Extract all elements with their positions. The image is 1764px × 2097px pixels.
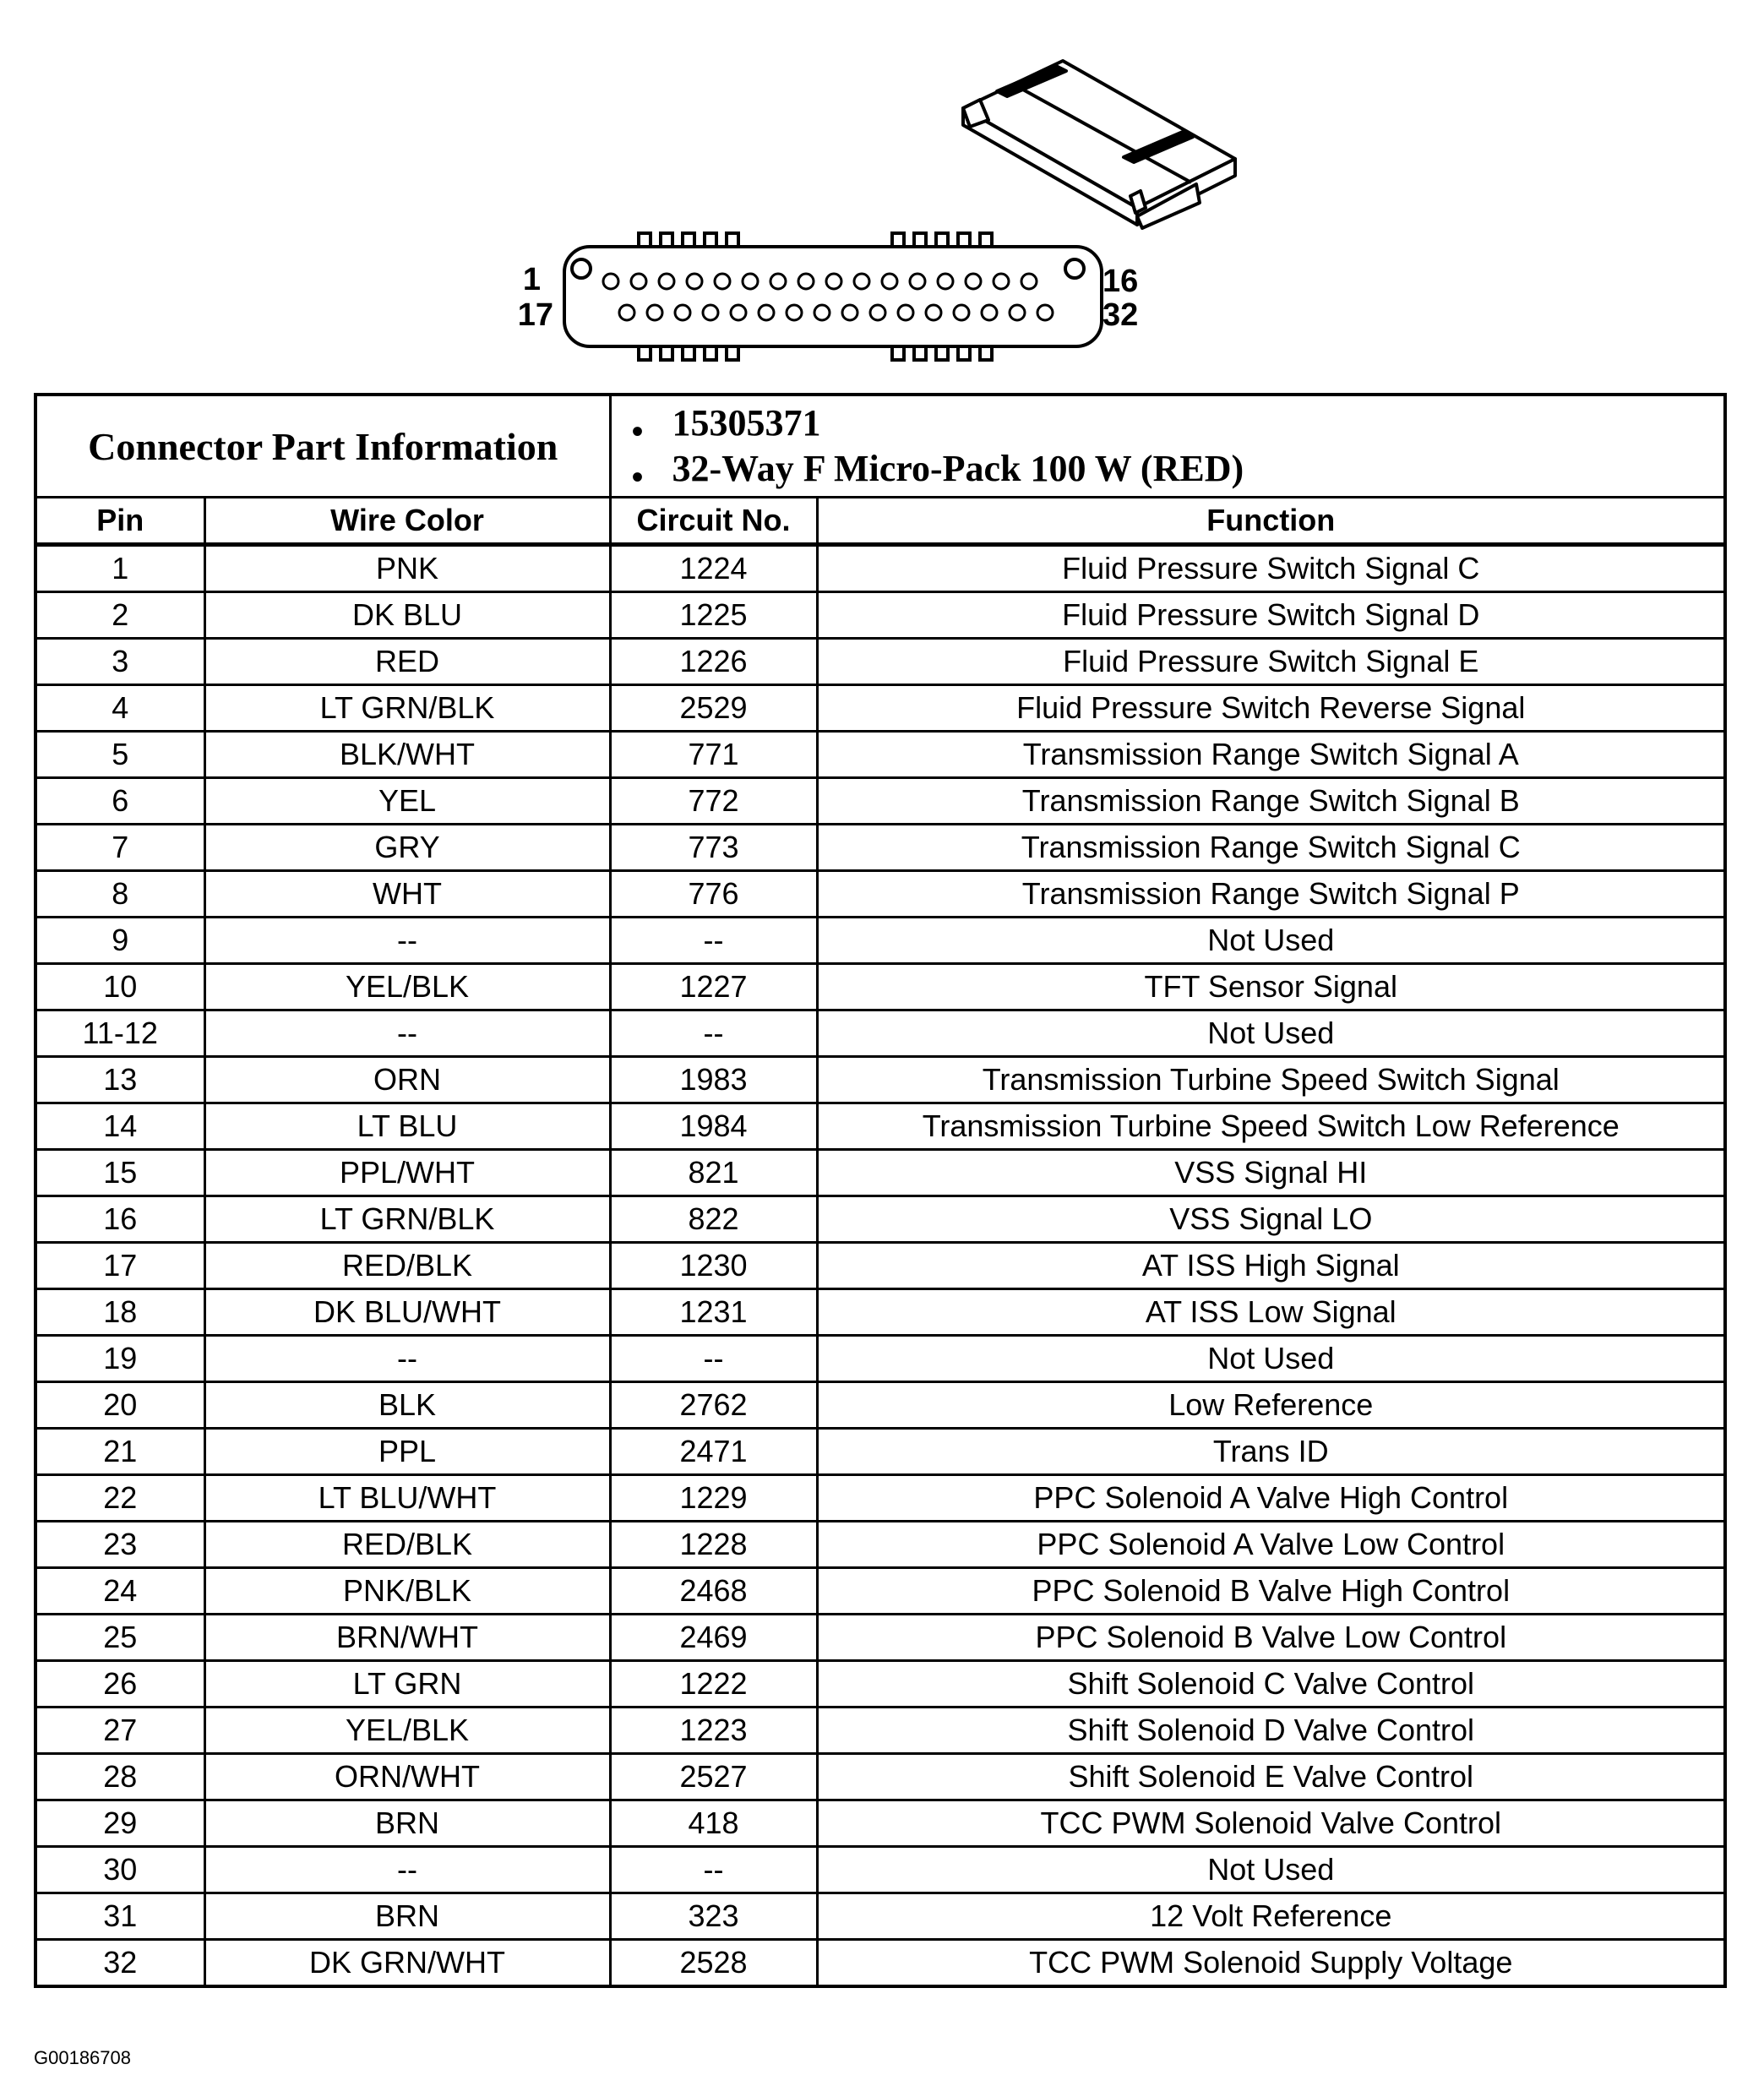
wire-color-cell: ORN	[204, 1057, 610, 1103]
function-cell: Fluid Pressure Switch Signal E	[817, 639, 1725, 685]
column-header-function: Function	[817, 498, 1725, 545]
latch-tab	[683, 233, 694, 247]
circuit-cell: 771	[610, 732, 817, 778]
pin-cell: 11-12	[35, 1010, 204, 1057]
wire-color-cell: PNK/BLK	[204, 1568, 610, 1615]
table-row	[35, 592, 1725, 639]
latch-tab	[936, 233, 948, 247]
wire-color-cell: --	[204, 1010, 610, 1057]
function-cell: AT ISS High Signal	[817, 1243, 1725, 1289]
pin-cell: 5	[35, 732, 204, 778]
latch-tabs-bottom	[639, 346, 992, 360]
latch-tab	[683, 346, 694, 360]
wire-color-cell: YEL	[204, 778, 610, 825]
wire-color-cell: LT BLU	[204, 1103, 610, 1150]
wire-color-cell: DK BLU	[204, 592, 610, 639]
wire-color-cell: GRY	[204, 825, 610, 871]
circuit-cell: 1984	[610, 1103, 817, 1150]
function-cell: Trans ID	[817, 1429, 1725, 1475]
function-cell: Fluid Pressure Switch Signal D	[817, 592, 1725, 639]
wire-color-cell: LT GRN/BLK	[204, 685, 610, 732]
function-cell: Fluid Pressure Switch Signal C	[817, 545, 1725, 592]
circuit-cell: 1223	[610, 1708, 817, 1754]
function-cell: Shift Solenoid D Valve Control	[817, 1708, 1725, 1754]
connector-diagram	[0, 0, 1764, 389]
latch-tab	[639, 346, 651, 360]
function-cell: VSS Signal LO	[817, 1196, 1725, 1243]
wire-color-cell: DK GRN/WHT	[204, 1940, 610, 1987]
wire-color-cell: PNK	[204, 545, 610, 592]
wire-color-cell: LT GRN	[204, 1661, 610, 1708]
pin-cell: 9	[35, 918, 204, 964]
pin-cell: 23	[35, 1522, 204, 1568]
latch-tab	[980, 233, 992, 247]
latch-tab	[727, 346, 738, 360]
function-cell: PPC Solenoid B Valve Low Control	[817, 1615, 1725, 1661]
latch-tab	[727, 233, 738, 247]
pin-cell: 32	[35, 1940, 204, 1987]
pin-cell: 16	[35, 1196, 204, 1243]
table-row	[35, 1754, 1725, 1800]
table-row	[35, 1568, 1725, 1615]
function-cell: Transmission Turbine Speed Switch Low Reference	[817, 1103, 1725, 1150]
column-header-pin: Pin	[35, 498, 204, 545]
latch-tab	[705, 346, 716, 360]
table-row	[35, 1429, 1725, 1475]
function-cell: Transmission Range Switch Signal P	[817, 871, 1725, 918]
function-cell: PPC Solenoid A Valve High Control	[817, 1475, 1725, 1522]
table-row	[35, 1522, 1725, 1568]
latch-tab	[705, 233, 716, 247]
wire-color-cell: YEL/BLK	[204, 964, 610, 1010]
circuit-cell: 2469	[610, 1615, 817, 1661]
pin-cell: 26	[35, 1661, 204, 1708]
pin-cell: 13	[35, 1057, 204, 1103]
circuit-cell: 418	[610, 1800, 817, 1847]
circuit-cell: 2529	[610, 685, 817, 732]
pin-cell: 18	[35, 1289, 204, 1336]
function-cell: TCC PWM Solenoid Supply Voltage	[817, 1940, 1725, 1987]
pin-cell: 6	[35, 778, 204, 825]
circuit-cell: 1230	[610, 1243, 817, 1289]
wire-color-cell: YEL/BLK	[204, 1708, 610, 1754]
table-row	[35, 1800, 1725, 1847]
circuit-cell: 822	[610, 1196, 817, 1243]
pin-cell: 20	[35, 1382, 204, 1429]
table-row	[35, 871, 1725, 918]
pin-label-32: 32	[1102, 297, 1139, 333]
latch-tab	[639, 233, 651, 247]
function-cell: 12 Volt Reference	[817, 1893, 1725, 1940]
connector-info-details	[610, 395, 1725, 498]
pin-cell: 25	[35, 1615, 204, 1661]
column-header-wire-color: Wire Color	[204, 498, 610, 545]
table-row	[35, 918, 1725, 964]
circuit-cell: 1226	[610, 639, 817, 685]
table-row	[35, 1661, 1725, 1708]
table-row	[35, 1893, 1725, 1940]
table-row	[35, 1057, 1725, 1103]
latch-tab	[958, 346, 970, 360]
circuit-cell: 2471	[610, 1429, 817, 1475]
table-row	[35, 1289, 1725, 1336]
pin-cell: 28	[35, 1754, 204, 1800]
table-row	[35, 1382, 1725, 1429]
function-cell: Transmission Turbine Speed Switch Signal	[817, 1057, 1725, 1103]
latch-tab	[892, 346, 904, 360]
wire-color-cell: BLK	[204, 1382, 610, 1429]
wire-color-cell: RED/BLK	[204, 1522, 610, 1568]
latch-tab	[936, 346, 948, 360]
pin-label-16: 16	[1102, 264, 1139, 299]
wire-color-cell: BRN/WHT	[204, 1615, 610, 1661]
pin-cell: 4	[35, 685, 204, 732]
table-row	[35, 1103, 1725, 1150]
connector-description: • 32-Way F Micro-Pack 100 W (RED)	[672, 446, 1724, 492]
table-row	[35, 1615, 1725, 1661]
circuit-cell: --	[610, 918, 817, 964]
latch-tab	[914, 233, 926, 247]
circuit-cell: 2762	[610, 1382, 817, 1429]
circuit-cell: 2528	[610, 1940, 817, 1987]
wire-color-cell: LT BLU/WHT	[204, 1475, 610, 1522]
pin-cell: 30	[35, 1847, 204, 1893]
wire-color-cell: --	[204, 1847, 610, 1893]
function-cell: Shift Solenoid E Valve Control	[817, 1754, 1725, 1800]
function-cell: Not Used	[817, 1847, 1725, 1893]
table-row	[35, 778, 1725, 825]
circuit-cell: --	[610, 1010, 817, 1057]
function-cell: TFT Sensor Signal	[817, 964, 1725, 1010]
pin-cell: 19	[35, 1336, 204, 1382]
table-row	[35, 1243, 1725, 1289]
pin-cell: 24	[35, 1568, 204, 1615]
wire-color-cell: RED	[204, 639, 610, 685]
connector-isometric-view	[963, 61, 1235, 228]
circuit-cell: 1229	[610, 1475, 817, 1522]
table-row	[35, 825, 1725, 871]
function-cell: AT ISS Low Signal	[817, 1289, 1725, 1336]
wire-color-cell: --	[204, 1336, 610, 1382]
wire-color-cell: BRN	[204, 1800, 610, 1847]
function-cell: Not Used	[817, 918, 1725, 964]
pin-cell: 22	[35, 1475, 204, 1522]
circuit-cell: 1983	[610, 1057, 817, 1103]
latch-tabs-top	[639, 233, 992, 247]
function-cell: Not Used	[817, 1336, 1725, 1382]
function-cell: Not Used	[817, 1010, 1725, 1057]
pin-label-1: 1	[522, 262, 541, 297]
column-header-circuit-no: Circuit No.	[610, 498, 817, 545]
circuit-cell: 772	[610, 778, 817, 825]
function-cell: Fluid Pressure Switch Reverse Signal	[817, 685, 1725, 732]
circuit-cell: 1225	[610, 592, 817, 639]
pin-cell: 2	[35, 592, 204, 639]
latch-tab	[661, 233, 672, 247]
table-row	[35, 1196, 1725, 1243]
table-row	[35, 1847, 1725, 1893]
wire-color-cell: RED/BLK	[204, 1243, 610, 1289]
circuit-cell: --	[610, 1847, 817, 1893]
pin-cell: 10	[35, 964, 204, 1010]
pin-label-17: 17	[517, 297, 553, 333]
pin-cell: 1	[35, 545, 204, 592]
pin-cell: 14	[35, 1103, 204, 1150]
table-row	[35, 1150, 1725, 1196]
wire-color-cell: WHT	[204, 871, 610, 918]
table-row	[35, 964, 1725, 1010]
connector-info-title: Connector Part Information	[35, 395, 610, 498]
latch-tab	[914, 346, 926, 360]
function-cell: TCC PWM Solenoid Valve Control	[817, 1800, 1725, 1847]
pin-cell: 7	[35, 825, 204, 871]
latch-tab	[892, 233, 904, 247]
pin-cell: 8	[35, 871, 204, 918]
function-cell: Low Reference	[817, 1382, 1725, 1429]
circuit-cell: 323	[610, 1893, 817, 1940]
table-row	[35, 639, 1725, 685]
circuit-cell: 773	[610, 825, 817, 871]
wire-color-cell: --	[204, 918, 610, 964]
column-header-row	[35, 498, 1725, 545]
pin-cell: 21	[35, 1429, 204, 1475]
circuit-cell: 821	[610, 1150, 817, 1196]
function-cell: Transmission Range Switch Signal B	[817, 778, 1725, 825]
wire-color-cell: ORN/WHT	[204, 1754, 610, 1800]
figure-code: G00186708	[34, 2047, 131, 2068]
table-row	[35, 685, 1725, 732]
connector-pinout-table	[34, 393, 1727, 1988]
function-cell: VSS Signal HI	[817, 1150, 1725, 1196]
circuit-cell: 1222	[610, 1661, 817, 1708]
circuit-cell: --	[610, 1336, 817, 1382]
wire-color-cell: LT GRN/BLK	[204, 1196, 610, 1243]
function-cell: Transmission Range Switch Signal C	[817, 825, 1725, 871]
table-row	[35, 1940, 1725, 1987]
latch-tab	[980, 346, 992, 360]
wire-color-cell: BRN	[204, 1893, 610, 1940]
wire-color-cell: DK BLU/WHT	[204, 1289, 610, 1336]
circuit-cell: 776	[610, 871, 817, 918]
function-cell: Transmission Range Switch Signal A	[817, 732, 1725, 778]
pin-cell: 27	[35, 1708, 204, 1754]
circuit-cell: 1231	[610, 1289, 817, 1336]
table-row	[35, 1336, 1725, 1382]
function-cell: PPC Solenoid A Valve Low Control	[817, 1522, 1725, 1568]
latch-tab	[661, 346, 672, 360]
pin-cell: 15	[35, 1150, 204, 1196]
circuit-cell: 2468	[610, 1568, 817, 1615]
part-number: • 15305371	[672, 400, 1724, 446]
circuit-cell: 2527	[610, 1754, 817, 1800]
circuit-cell: 1227	[610, 964, 817, 1010]
wire-color-cell: PPL	[204, 1429, 610, 1475]
pin-cell: 31	[35, 1893, 204, 1940]
wire-color-cell: BLK/WHT	[204, 732, 610, 778]
connector-front-view	[564, 233, 1102, 360]
circuit-cell: 1228	[610, 1522, 817, 1568]
table-row	[35, 1475, 1725, 1522]
pin-cell: 17	[35, 1243, 204, 1289]
table-row	[35, 732, 1725, 778]
latch-tab	[958, 233, 970, 247]
function-cell: PPC Solenoid B Valve High Control	[817, 1568, 1725, 1615]
table-row	[35, 1010, 1725, 1057]
function-cell: Shift Solenoid C Valve Control	[817, 1661, 1725, 1708]
connector-info-row	[35, 395, 1725, 498]
pin-cell: 3	[35, 639, 204, 685]
table-row	[35, 1708, 1725, 1754]
circuit-cell: 1224	[610, 545, 817, 592]
pin-cell: 29	[35, 1800, 204, 1847]
wire-color-cell: PPL/WHT	[204, 1150, 610, 1196]
table-row	[35, 545, 1725, 592]
